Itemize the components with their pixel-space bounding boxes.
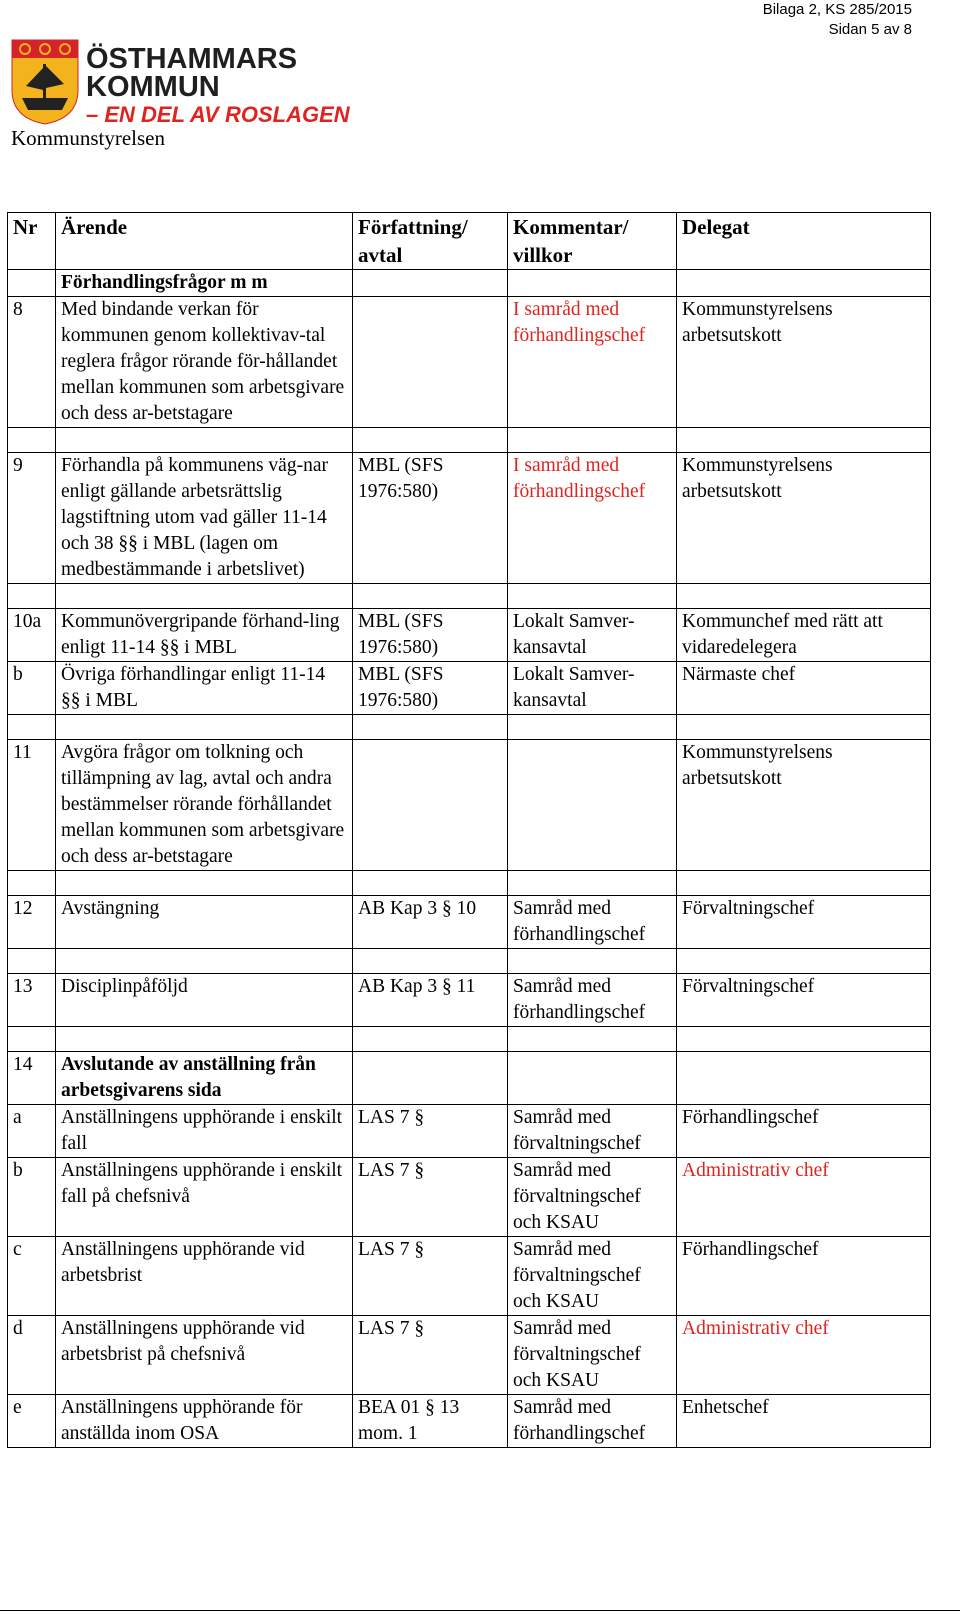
- row-forfattning: LAS 7 §: [353, 1105, 508, 1158]
- spacer-cell: [353, 949, 508, 974]
- spacer-cell: [8, 1027, 56, 1052]
- spacer-row: [8, 428, 931, 453]
- osthammar-logo: [12, 38, 350, 128]
- row-kommentar: [508, 740, 677, 871]
- spacer-cell: [56, 949, 353, 974]
- row-delegat: Förhandlingschef: [677, 1105, 931, 1158]
- table-row: [8, 1395, 931, 1448]
- row-forfattning: AB Kap 3 § 11: [353, 974, 508, 1027]
- spacer-cell: [56, 584, 353, 609]
- spacer-cell: [353, 715, 508, 740]
- row-number: 8: [8, 297, 56, 428]
- row-arende: Förhandla på kommunens väg-nar enligt gällande arbetsrättslig lagstiftning utom vad gäller 11-14 och 38 §§ i MBL (lagen om medbestämmande i arbetslivet): [56, 453, 353, 584]
- spacer-cell: [353, 584, 508, 609]
- row-forfattning: LAS 7 §: [353, 1237, 508, 1316]
- row-arende: Anställningens upphörande vid arbetsbrist på chefsnivå: [56, 1316, 353, 1395]
- spacer-cell: [8, 949, 56, 974]
- row-forfattning: BEA 01 § 13 mom. 1: [353, 1395, 508, 1448]
- spacer-cell: [677, 871, 931, 896]
- row-forfattning: LAS 7 §: [353, 1158, 508, 1237]
- row-kommentar: Samråd med förhandlingschef: [508, 1395, 677, 1448]
- logo-line2: KOMMUN: [86, 71, 220, 103]
- spacer-cell: [8, 584, 56, 609]
- row-delegat: Enhetschef: [677, 1395, 931, 1448]
- row-kommentar: Lokalt Samver-kansavtal: [508, 609, 677, 662]
- row-kommentar: Samråd med förvaltningschef och KSAU: [508, 1237, 677, 1316]
- spacer-cell: [8, 715, 56, 740]
- row-delegat: Kommunchef med rätt att vidaredelegera: [677, 609, 931, 662]
- spacer-cell: [8, 871, 56, 896]
- spacer-cell: [677, 715, 931, 740]
- row-arende: Avslutande av anställning från arbetsgivarens sida: [56, 1052, 353, 1105]
- spacer-cell: [56, 871, 353, 896]
- row-delegat: Kommunstyrelsens arbetsutskott: [677, 740, 931, 871]
- row-number: e: [8, 1395, 56, 1448]
- row-number: b: [8, 662, 56, 715]
- row-kommentar: Samråd med förvaltningschef: [508, 1105, 677, 1158]
- spacer-cell: [677, 1027, 931, 1052]
- spacer-cell: [353, 871, 508, 896]
- table-row: [8, 740, 931, 871]
- row-number: 14: [8, 1052, 56, 1105]
- row-arende: Förhandlingsfrågor m m: [56, 270, 353, 297]
- spacer-cell: [677, 584, 931, 609]
- row-arende: Disciplinpåföljd: [56, 974, 353, 1027]
- row-forfattning: [353, 740, 508, 871]
- spacer-row: [8, 584, 931, 609]
- row-kommentar: Lokalt Samver-kansavtal: [508, 662, 677, 715]
- row-number: [8, 270, 56, 297]
- spacer-row: [8, 871, 931, 896]
- row-kommentar: I samråd med förhandlingschef: [508, 297, 677, 428]
- footer-divider: [0, 1610, 960, 1611]
- spacer-row: [8, 949, 931, 974]
- row-arende: Kommunövergripande förhand-ling enligt 11-14 §§ i MBL: [56, 609, 353, 662]
- row-arende: Övriga förhandlingar enligt 11-14 §§ i MBL: [56, 662, 353, 715]
- row-number: b: [8, 1158, 56, 1237]
- row-number: d: [8, 1316, 56, 1395]
- row-delegat: Förvaltningschef: [677, 896, 931, 949]
- table-row: [8, 270, 931, 297]
- spacer-cell: [508, 1027, 677, 1052]
- spacer-cell: [8, 428, 56, 453]
- row-kommentar: [508, 1052, 677, 1105]
- spacer-row: [8, 1027, 931, 1052]
- spacer-cell: [56, 428, 353, 453]
- row-number: c: [8, 1237, 56, 1316]
- spacer-cell: [353, 428, 508, 453]
- row-kommentar: Samråd med förvaltningschef och KSAU: [508, 1158, 677, 1237]
- row-delegat: Kommunstyrelsens arbetsutskott: [677, 453, 931, 584]
- table-header-row: [8, 213, 931, 270]
- table-row: [8, 1052, 931, 1105]
- row-number: 12: [8, 896, 56, 949]
- table-row: [8, 1158, 931, 1237]
- row-forfattning: MBL (SFS 1976:580): [353, 662, 508, 715]
- row-delegat: Kommunstyrelsens arbetsutskott: [677, 297, 931, 428]
- row-forfattning: MBL (SFS 1976:580): [353, 453, 508, 584]
- row-kommentar: Samråd med förhandlingschef: [508, 974, 677, 1027]
- row-delegat: [677, 1052, 931, 1105]
- row-arende: Anställningens upphörande i enskilt fall på chefsnivå: [56, 1158, 353, 1237]
- table-row: [8, 662, 931, 715]
- row-kommentar: Samråd med förhandlingschef: [508, 896, 677, 949]
- document-reference: Bilaga 2, KS 285/2015: [762, 1, 912, 18]
- row-kommentar: Samråd med förvaltningschef och KSAU: [508, 1316, 677, 1395]
- row-arende: Avgöra frågor om tolkning och tillämpning av lag, avtal och andra bestämmelser rörande förhållandet mellan kommunen som arbetsgivare och dess ar-betstagare: [56, 740, 353, 871]
- column-header-delegat: Delegat: [677, 213, 931, 270]
- table-row: [8, 1105, 931, 1158]
- spacer-cell: [508, 871, 677, 896]
- row-delegat: Administrativ chef: [677, 1316, 931, 1395]
- table-row: [8, 974, 931, 1027]
- row-kommentar: [508, 270, 677, 297]
- row-forfattning: [353, 270, 508, 297]
- spacer-cell: [508, 715, 677, 740]
- row-delegat: [677, 270, 931, 297]
- spacer-cell: [677, 428, 931, 453]
- row-delegat: Administrativ chef: [677, 1158, 931, 1237]
- table-row: [8, 1316, 931, 1395]
- row-number: 9: [8, 453, 56, 584]
- table-row: [8, 609, 931, 662]
- row-number: 10a: [8, 609, 56, 662]
- logo-line3: – EN DEL AV ROSLAGEN: [86, 102, 350, 127]
- row-arende: Anställningens upphörande i enskilt fall: [56, 1105, 353, 1158]
- spacer-row: [8, 715, 931, 740]
- page-number: Sidan 5 av 8: [828, 21, 912, 38]
- logo-line1: ÖSTHAMMARS: [86, 43, 298, 75]
- row-delegat: Förvaltningschef: [677, 974, 931, 1027]
- row-forfattning: MBL (SFS 1976:580): [353, 609, 508, 662]
- coat-of-arms-icon: [12, 38, 350, 128]
- table-row: [8, 453, 931, 584]
- spacer-cell: [508, 949, 677, 974]
- table-row: [8, 896, 931, 949]
- row-number: 13: [8, 974, 56, 1027]
- department-name: Kommunstyrelsen: [11, 126, 165, 150]
- spacer-cell: [353, 1027, 508, 1052]
- row-arende: Anställningens upphörande för anställda inom OSA: [56, 1395, 353, 1448]
- row-forfattning: [353, 1052, 508, 1105]
- row-forfattning: LAS 7 §: [353, 1316, 508, 1395]
- column-header-nr: Nr: [8, 213, 56, 270]
- row-number: 11: [8, 740, 56, 871]
- row-number: a: [8, 1105, 56, 1158]
- spacer-cell: [56, 715, 353, 740]
- row-delegat: Närmaste chef: [677, 662, 931, 715]
- row-arende: Med bindande verkan för kommunen genom kollektivav-tal reglera frågor rörande för-hållandet mellan kommunen som arbetsgivare och dess ar-betstagare: [56, 297, 353, 428]
- column-header-kommentar: Kommentar/ villkor: [508, 213, 677, 270]
- spacer-cell: [508, 428, 677, 453]
- spacer-cell: [677, 949, 931, 974]
- table-row: [8, 1237, 931, 1316]
- spacer-cell: [56, 1027, 353, 1052]
- row-arende: Anställningens upphörande vid arbetsbrist: [56, 1237, 353, 1316]
- row-forfattning: [353, 297, 508, 428]
- row-delegat: Förhandlingschef: [677, 1237, 931, 1316]
- page-reference: [763, 0, 912, 40]
- delegation-table: [7, 212, 931, 1448]
- spacer-cell: [508, 584, 677, 609]
- column-header-arende: Ärende: [56, 213, 353, 270]
- row-arende: Avstängning: [56, 896, 353, 949]
- row-forfattning: AB Kap 3 § 10: [353, 896, 508, 949]
- column-header-forfattning: Författning/ avtal: [353, 213, 508, 270]
- table-row: [8, 297, 931, 428]
- row-kommentar: I samråd med förhandlingschef: [508, 453, 677, 584]
